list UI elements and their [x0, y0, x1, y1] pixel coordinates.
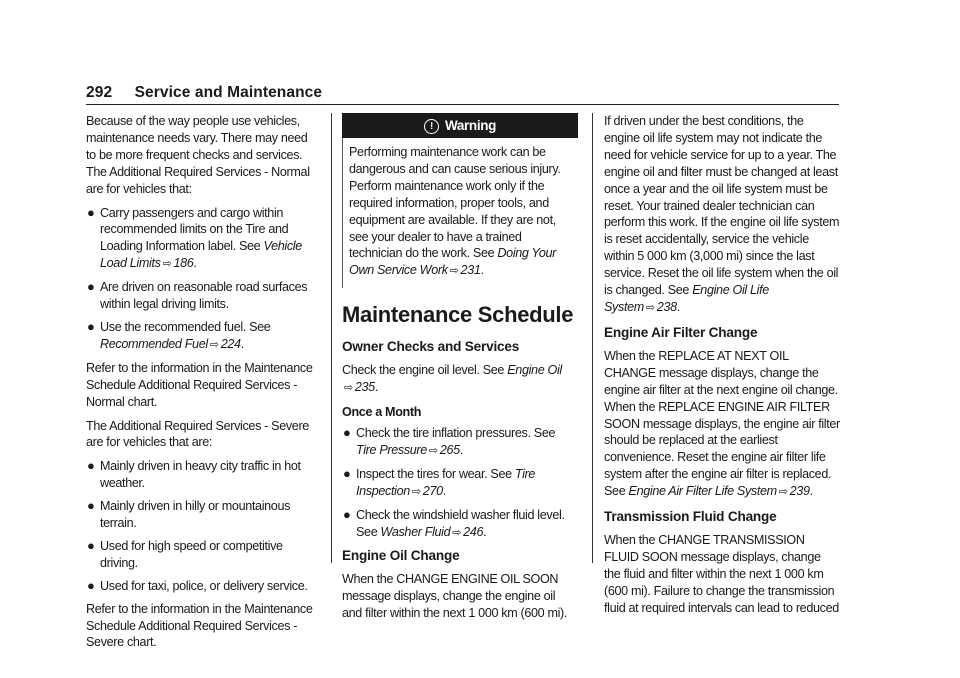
list-item: ● Use the recommended fuel. See Recommended Fuel ⇨ 224. [87, 318, 271, 351]
list-item: ● Carry passengers and cargo within recommended limits on the Tire and Loading Information label. See Vehicle Load Limits ⇨ 186. [87, 204, 302, 271]
cross-reference-link[interactable]: Vehicle Load Limits [100, 239, 302, 271]
page-ref-arrow-icon: ⇨ [209, 338, 219, 351]
severe-intro-paragraph: The Additional Required Services - Severe are for vehicles that are: [86, 418, 309, 450]
column-1 [86, 113, 319, 658]
header-rule [86, 104, 839, 105]
page-ref-arrow-icon: ⇨ [344, 382, 353, 395]
bullet-icon: ● [87, 498, 95, 514]
intro-paragraph: Because of the way people use vehicles, maintenance needs vary. There may need to be more frequent checks and services. The Additional Required Services - Normal are for vehicles that: [86, 114, 310, 196]
cross-reference-link[interactable]: Engine Oil [507, 363, 562, 378]
page-reference[interactable]: 235 [354, 380, 375, 395]
cross-reference-link[interactable]: Recommended Fuel [100, 336, 208, 351]
page-reference[interactable]: 246 [463, 524, 484, 539]
page-reference[interactable]: 265 [439, 442, 460, 457]
page-ref-arrow-icon: ⇨ [428, 444, 438, 457]
normal-list [86, 205, 319, 354]
list-item: ● Check the windshield washer fluid level. See Washer Fluid ⇨ 246. [343, 506, 565, 539]
warning-body: Performing maintenance work can be dangerous and can cause serious injury. Perform maintenance work only if the required information, proper tools, and equipment are available. If they are not, see your dealer to have a trained technician do the work. See Doing Your Own Service Work ⇨ 231. [342, 138, 578, 288]
column-divider [592, 113, 593, 563]
page-ref-arrow-icon: ⇨ [449, 265, 459, 278]
severe-chart-paragraph: Refer to the information in the Maintenance Schedule Additional Required Services - Severe chart. [86, 601, 313, 650]
bullet-icon: ● [87, 577, 95, 593]
bullet-icon: ● [87, 537, 95, 553]
page-reference[interactable]: 186 [173, 256, 194, 271]
severe-list [86, 458, 319, 594]
bullet-icon: ● [87, 318, 95, 334]
oil-check-paragraph: Check the engine oil level. See Engine Oil ⇨ 235. [342, 363, 562, 395]
list-item: ● Are driven on reasonable road surfaces within legal driving limits. [87, 279, 308, 312]
page-reference[interactable]: 270 [422, 483, 443, 498]
warning-header [342, 113, 578, 138]
list-item: ● Mainly driven in heavy city traffic in hot weather. [87, 458, 301, 491]
column-3 [604, 113, 840, 624]
page-header [86, 84, 322, 102]
section-heading: Maintenance Schedule [342, 302, 574, 328]
bullet-icon: ● [343, 506, 351, 522]
page-ref-arrow-icon: ⇨ [778, 486, 788, 499]
subsection-heading: Transmission Fluid Change [604, 509, 777, 525]
cross-reference-link[interactable]: Doing Your Own Service Work [349, 246, 557, 278]
subsection-heading: Owner Checks and Services [342, 339, 520, 355]
monthly-list [342, 425, 578, 541]
subsection-heading: Engine Air Filter Change [604, 324, 758, 340]
column-divider [331, 113, 332, 563]
list-item: ● Used for high speed or competitive driving. [87, 537, 283, 570]
cross-reference-link[interactable]: Tire Inspection [356, 466, 536, 498]
list-item: ● Mainly driven in hilly or mountainous terrain. [87, 498, 291, 531]
once-a-month-label: Once a Month [342, 405, 422, 420]
page-ref-arrow-icon: ⇨ [162, 258, 172, 271]
page-ref-arrow-icon: ⇨ [452, 526, 462, 539]
oil-life-paragraph: If driven under the best conditions, the engine oil life system may not indicate the need for vehicle service for up to a year. The engine oil and filter must be changed at least once a year and the oil life system must be reset. Your trained dealer technician can perform this work. If the engine oil life system is reset accidentally, service the vehicle within 5 000 km (3,000 mi) since the last service. Reset the oil life system when the oil is changed. See Engine Oil Life System ⇨ 238. [604, 114, 840, 314]
cross-reference-link[interactable]: Washer Fluid [380, 524, 451, 539]
page-ref-arrow-icon: ⇨ [645, 301, 655, 314]
bullet-icon: ● [343, 424, 351, 440]
list-item: ● Inspect the tires for wear. See Tire Inspection ⇨ 270. [343, 465, 536, 498]
bullet-icon: ● [87, 279, 95, 295]
section-title: Service and Maintenance [134, 84, 323, 101]
page-number: 292 [86, 84, 113, 101]
cross-reference-link[interactable]: Engine Air Filter Life System [628, 484, 777, 499]
normal-chart-paragraph: Refer to the information in the Maintenance Schedule Additional Required Services - Normal chart. [86, 360, 313, 409]
page-reference[interactable]: 224 [220, 336, 241, 351]
oil-change-paragraph: When the CHANGE ENGINE OIL SOON message displays, change the engine oil and filter within the next 1 000 km (600 mi). [342, 572, 568, 621]
warning-title: Warning [444, 118, 497, 133]
page-reference[interactable]: 238 [656, 299, 677, 314]
list-item: ● Check the tire inflation pressures. See Tire Pressure ⇨ 265. [343, 424, 556, 457]
bullet-icon: ● [87, 458, 95, 474]
bullet-icon: ● [87, 204, 95, 220]
subsection-heading: Engine Oil Change [342, 548, 460, 564]
page-reference[interactable]: 239 [789, 484, 810, 499]
bullet-icon: ● [343, 465, 351, 481]
column-2 [342, 113, 578, 629]
warning-icon: ! [424, 119, 439, 134]
cross-reference-link[interactable]: Tire Pressure [356, 442, 427, 457]
page-reference[interactable]: 231 [460, 263, 481, 278]
warning-box [342, 113, 578, 288]
air-filter-paragraph: When the REPLACE AT NEXT OIL CHANGE message displays, change the engine air filter at the next engine oil change. When the REPLACE ENGINE AIR FILTER SOON message displays, the engine air filter should be replaced at the earliest convenience. Reset the engine air filter life system after the engine air filter is replaced. See Engine Air Filter Life System ⇨ 239. [604, 348, 840, 499]
page-ref-arrow-icon: ⇨ [411, 485, 421, 498]
transmission-paragraph: When the CHANGE TRANSMISSION FLUID SOON message displays, change the fluid and filter within the next 1 000 km (600 mi). Failure to change the transmission fluid at required intervals can lead to reduced [604, 533, 839, 615]
list-item: ● Used for taxi, police, or delivery service. [87, 577, 308, 593]
cross-reference-link[interactable]: Engine Oil Life System [604, 283, 769, 314]
